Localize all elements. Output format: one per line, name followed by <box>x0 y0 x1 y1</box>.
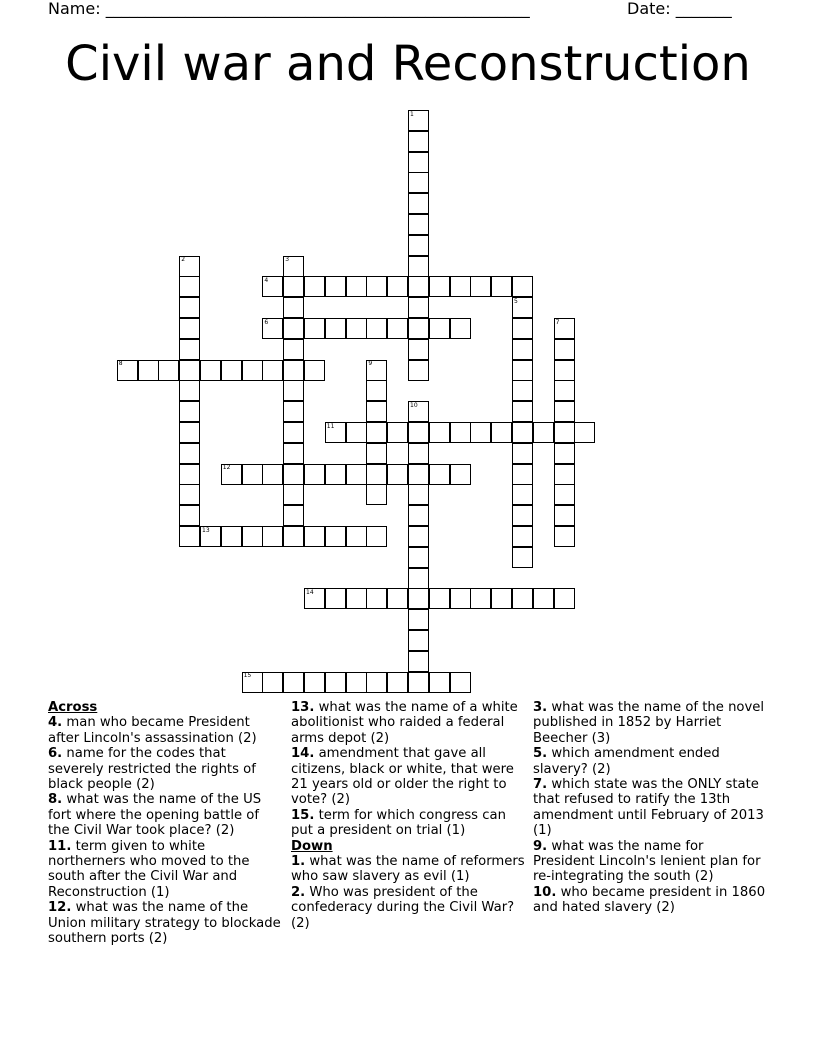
grid-cell <box>408 172 429 193</box>
name-label: Name: <box>48 0 101 18</box>
grid-cell <box>304 360 325 381</box>
clue-across-6: 6. name for the codes that severely restricted the rights of black people (2) <box>48 746 256 793</box>
grid-cell <box>242 464 263 485</box>
grid-number-1: 1 <box>410 110 414 118</box>
clue-down-3: 3. what was the name of the novel published in 1852 by Harriet Beecher (3) <box>533 700 765 746</box>
grid-cell <box>450 672 471 693</box>
grid-cell <box>429 588 450 609</box>
grid-cell <box>512 360 533 381</box>
clue-down-7: 7. which state was the ONLY state that refused to ratify the 13th amendment until February of 2013 (1) <box>533 777 764 839</box>
grid-cell <box>366 464 387 485</box>
grid-number-9: 9 <box>368 360 373 368</box>
grid-cell <box>200 360 221 381</box>
grid-cell <box>262 672 283 693</box>
grid-cell <box>408 609 429 630</box>
clue-across-13: 13. what was the name of a white abolitionist who raided a federal arms depot (2) <box>291 700 518 746</box>
grid-cell <box>408 588 429 609</box>
grid-cell <box>283 339 304 360</box>
grid-cell <box>283 422 304 443</box>
grid-cell <box>283 297 304 318</box>
grid-cell <box>179 464 200 485</box>
grid-number-8: 8 <box>118 360 123 368</box>
clue-across-14: 14. amendment that gave all citizens, black or white, that were 21 years old or older the right to vote? (2) <box>291 746 514 808</box>
grid-cell <box>554 360 575 381</box>
grid-cell <box>179 401 200 422</box>
grid-cell <box>512 505 533 526</box>
grid-cell <box>283 401 304 422</box>
grid-cell <box>554 339 575 360</box>
grid-cell <box>450 464 471 485</box>
grid-cell <box>304 276 325 297</box>
clue-down-10: 10. who became president in 1860 and hated slavery (2) <box>533 884 766 916</box>
name-line: _____________________________________________________ <box>105 0 530 18</box>
clue-down-5: 5. which amendment ended slavery? (2) <box>533 746 720 777</box>
grid-cell <box>325 526 346 547</box>
grid-cell <box>304 526 325 547</box>
grid-cell <box>179 505 200 526</box>
grid-cell <box>554 443 575 464</box>
grid-cell <box>408 630 429 651</box>
grid-cell <box>408 672 429 693</box>
grid-cell <box>408 568 429 589</box>
grid-cell <box>242 360 263 381</box>
grid-number-5: 5 <box>514 297 518 305</box>
grid-cell <box>554 588 575 609</box>
grid-cell <box>283 484 304 505</box>
grid-cell <box>262 526 283 547</box>
grid-cell <box>470 276 491 297</box>
clue-down-2: 2. Who was president of the confederacy during the Civil War? (2) <box>291 884 515 931</box>
grid-cell <box>554 484 575 505</box>
grid-cell <box>450 276 471 297</box>
grid-cell <box>450 588 471 609</box>
grid-cell <box>366 526 387 547</box>
grid-cell <box>408 526 429 547</box>
grid-cell <box>221 360 242 381</box>
grid-cell <box>387 672 408 693</box>
grid-cell <box>408 484 429 505</box>
grid-cell <box>512 547 533 568</box>
grid-cell <box>283 464 304 485</box>
grid-number-11: 11 <box>326 422 335 430</box>
grid-cell <box>283 505 304 526</box>
grid-cell <box>554 380 575 401</box>
grid-cell <box>283 380 304 401</box>
grid-cell <box>429 672 450 693</box>
grid-cell <box>179 526 200 547</box>
grid-cell <box>387 318 408 339</box>
grid-number-4: 4 <box>264 276 269 284</box>
grid-cell <box>554 526 575 547</box>
grid-cell <box>346 276 367 297</box>
grid-cell <box>512 318 533 339</box>
grid-cell <box>512 588 533 609</box>
grid-cell <box>574 422 595 443</box>
grid-cell <box>283 672 304 693</box>
grid-cell <box>366 422 387 443</box>
grid-cell <box>179 422 200 443</box>
clues-column-2 <box>291 700 527 931</box>
grid-cell <box>325 588 346 609</box>
grid-cell <box>325 672 346 693</box>
grid-cell <box>387 464 408 485</box>
grid-cell <box>179 484 200 505</box>
grid-cell <box>408 443 429 464</box>
clue-down-1: 1. what was the name of reformers who saw slavery as evil (1) <box>291 854 525 885</box>
grid-cell <box>408 464 429 485</box>
grid-cell <box>366 443 387 464</box>
grid-cell <box>408 360 429 381</box>
grid-cell <box>366 380 387 401</box>
grid-cell <box>429 422 450 443</box>
grid-cell <box>512 443 533 464</box>
grid-cell <box>179 380 200 401</box>
grid-cell <box>408 339 429 360</box>
grid-cell <box>221 526 242 547</box>
grid-cell <box>470 588 491 609</box>
grid-cell <box>554 505 575 526</box>
grid-cell <box>408 256 429 277</box>
grid-cell <box>387 422 408 443</box>
grid-cell <box>283 318 304 339</box>
across-heading: Across <box>48 700 98 715</box>
clue-across-11: 11. term given to white northerners who moved to the south after the Civil War and Reconstruction (1) <box>48 838 250 900</box>
grid-cell <box>346 422 367 443</box>
grid-cell <box>554 422 575 443</box>
grid-cell <box>366 484 387 505</box>
grid-cell <box>346 588 367 609</box>
grid-cell <box>429 318 450 339</box>
grid-cell <box>346 672 367 693</box>
grid-cell <box>429 464 450 485</box>
date-label: Date: <box>627 0 671 18</box>
grid-number-10: 10 <box>410 401 418 409</box>
grid-cell <box>533 422 554 443</box>
down-heading: Down <box>291 838 333 854</box>
grid-cell <box>512 380 533 401</box>
grid-cell <box>512 401 533 422</box>
grid-cell <box>366 672 387 693</box>
grid-number-7: 7 <box>555 318 560 326</box>
grid-cell <box>262 360 283 381</box>
grid-cell <box>158 360 179 381</box>
grid-cell <box>262 464 283 485</box>
grid-cell <box>408 505 429 526</box>
grid-number-14: 14 <box>306 588 314 596</box>
page-title: Civil war and Reconstruction <box>65 36 751 92</box>
grid-cell <box>408 214 429 235</box>
grid-cell <box>408 318 429 339</box>
grid-cell <box>533 588 554 609</box>
grid-cell <box>138 360 159 381</box>
grid-cell <box>408 235 429 256</box>
grid-cell <box>512 276 533 297</box>
grid-cell <box>512 339 533 360</box>
grid-cell <box>283 360 304 381</box>
grid-number-13: 13 <box>202 526 210 534</box>
grid-cell <box>304 672 325 693</box>
clues-column-3 <box>533 700 769 916</box>
clues-column-1 <box>48 700 284 947</box>
clue-across-8: 8. what was the name of the US fort where the opening battle of the Civil War took place? (2) <box>48 792 262 839</box>
grid-cell <box>408 193 429 214</box>
date-line: _______ <box>675 0 732 18</box>
grid-cell <box>325 318 346 339</box>
grid-cell <box>408 651 429 672</box>
grid-cell <box>304 318 325 339</box>
grid-cell <box>179 276 200 297</box>
grid-cell <box>179 318 200 339</box>
grid-cell <box>366 318 387 339</box>
grid-cell <box>512 422 533 443</box>
grid-cell <box>512 464 533 485</box>
grid-cell <box>366 276 387 297</box>
grid-cell <box>242 526 263 547</box>
clue-across-4: 4. man who became President after Lincoln's assassination (2) <box>48 715 257 746</box>
grid-cell <box>554 401 575 422</box>
grid-number-2: 2 <box>181 256 186 264</box>
grid-cell <box>283 526 304 547</box>
grid-number-15: 15 <box>243 672 252 680</box>
grid-cell <box>491 276 512 297</box>
grid-number-6: 6 <box>264 318 269 326</box>
grid-cell <box>408 422 429 443</box>
grid-cell <box>512 526 533 547</box>
clue-down-9: 9. what was the name for President Lincoln's lenient plan for re-integrating the south (2) <box>533 838 761 885</box>
grid-cell <box>325 276 346 297</box>
grid-cell <box>512 484 533 505</box>
grid-cell <box>346 318 367 339</box>
grid-cell <box>450 422 471 443</box>
grid-cell <box>408 131 429 152</box>
clue-across-15: 15. term for which congress can put a president on trial (1) <box>291 807 506 839</box>
grid-cell <box>366 588 387 609</box>
grid-number-3: 3 <box>285 256 290 264</box>
grid-cell <box>179 360 200 381</box>
grid-cell <box>366 401 387 422</box>
grid-cell <box>491 588 512 609</box>
grid-number-12: 12 <box>222 464 231 472</box>
grid-cell <box>283 276 304 297</box>
grid-cell <box>346 464 367 485</box>
grid-cell <box>179 443 200 464</box>
grid-cell <box>179 339 200 360</box>
grid-cell <box>470 422 491 443</box>
clue-across-12: 12. what was the name of the Union military strategy to blockade southern ports (2) <box>48 900 281 947</box>
grid-cell <box>387 588 408 609</box>
grid-cell <box>554 464 575 485</box>
grid-cell <box>387 276 408 297</box>
grid-cell <box>283 443 304 464</box>
grid-cell <box>408 152 429 173</box>
grid-cell <box>429 276 450 297</box>
grid-cell <box>408 276 429 297</box>
grid-cell <box>450 318 471 339</box>
grid-cell <box>304 464 325 485</box>
grid-cell <box>325 464 346 485</box>
grid-cell <box>408 297 429 318</box>
grid-cell <box>408 547 429 568</box>
grid-cell <box>491 422 512 443</box>
grid-cell <box>179 297 200 318</box>
grid-cell <box>346 526 367 547</box>
